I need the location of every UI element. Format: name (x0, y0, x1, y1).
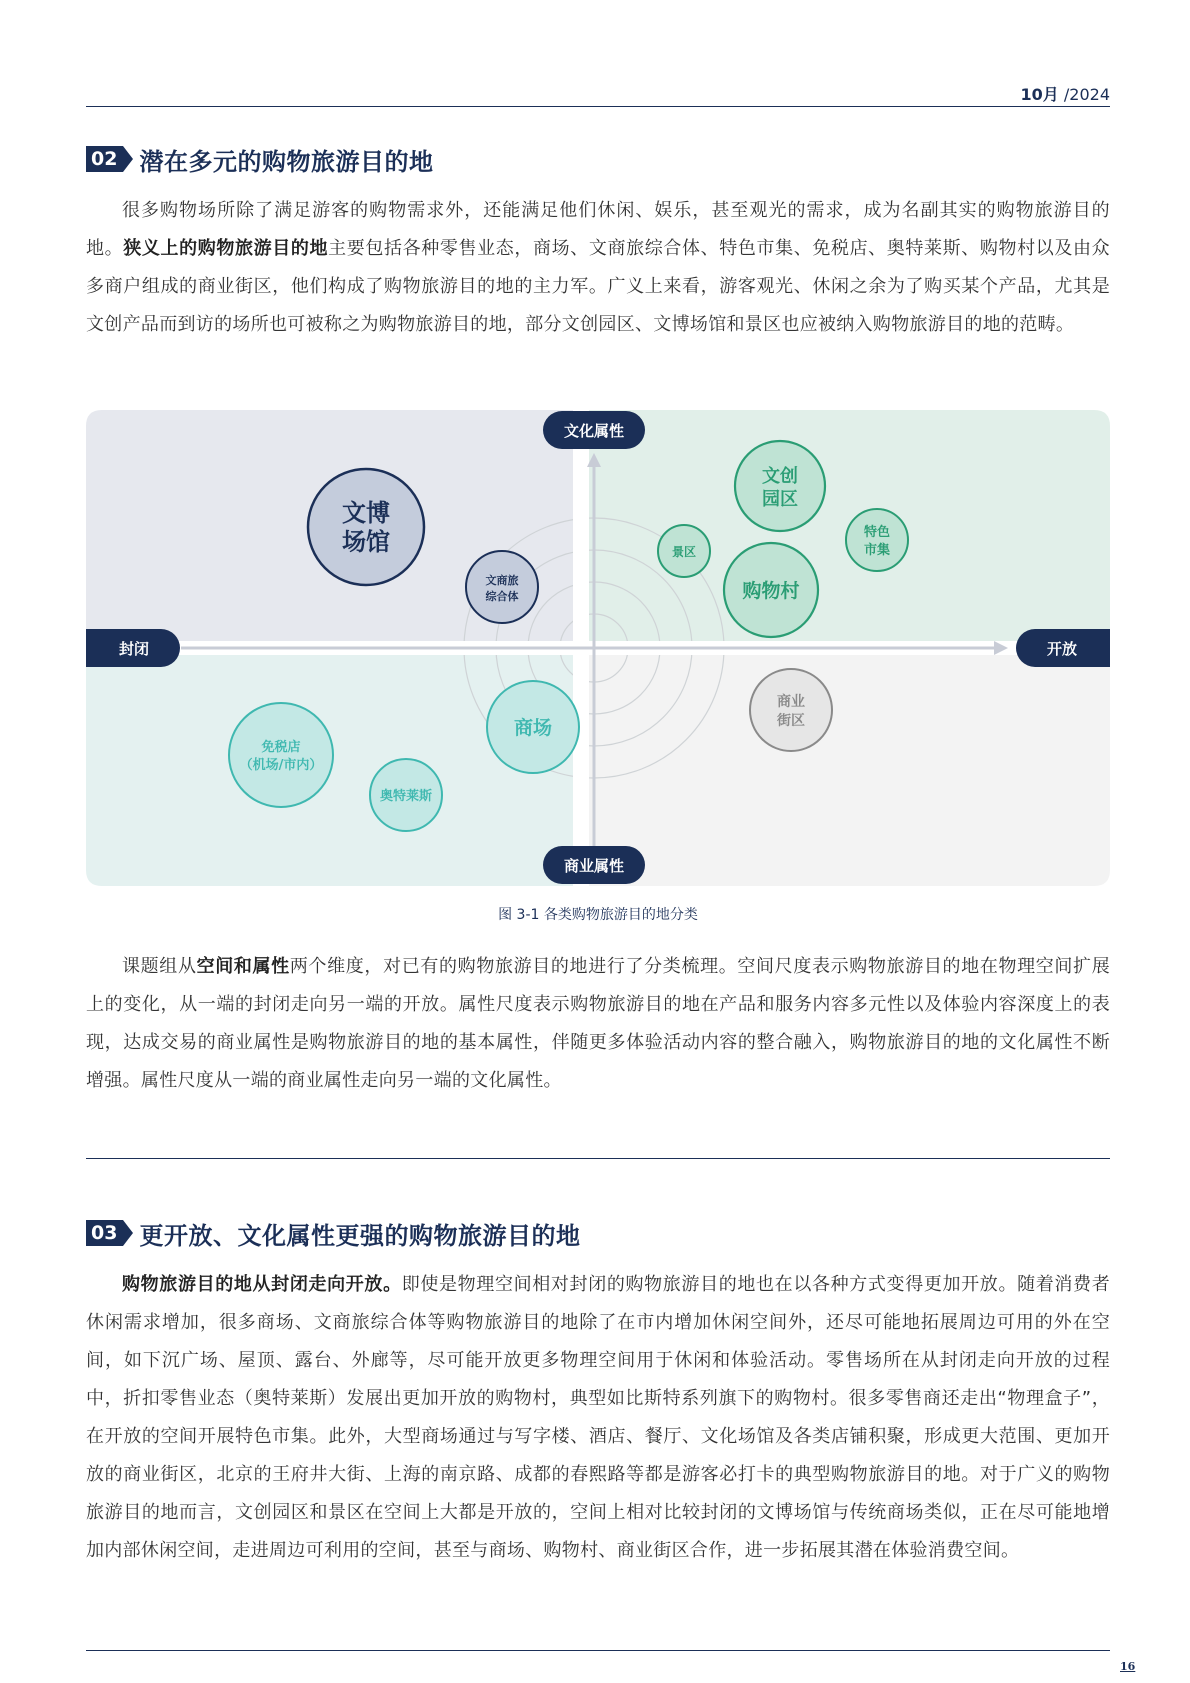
section-divider (86, 1158, 1110, 1159)
section-02-paragraph (86, 192, 1110, 344)
section-02-number: 02 (86, 146, 123, 172)
axis-left-label: 封闭 (118, 640, 150, 658)
axis-bottom-label: 商业属性 (563, 857, 625, 875)
section-03-paragraph (86, 1266, 1110, 1570)
header-separator: / (1063, 85, 1070, 104)
bubble-wenchuang-line2: 园区 (762, 489, 798, 510)
header-date (1000, 82, 1110, 105)
para3-text: 即使是物理空间相对封闭的购物旅游目的地也在以各种方式变得更加开放。随着消费者休闲需求增加，很多商场、文商旅综合体等购物旅游目的地除了在市内增加休闲空间外，还尽可能地拓展周边可用的外在空间，如下沉广场、屋顶、露台、外廊等，尽可能开放更多物理空间用于休闲和体验活动。零售场所在从封闭走向开放的过程中，折扣零售业态（奥特莱斯）发展出更加开放的购物村，典型如比斯特系列旗下的购物村。很多零售商还走出“物理盒子”，在开放的空间开展特色市集。此外，大型商场通过与写字楼、酒店、餐厅、文化场馆及各类店铺积聚，形成更大范围、更加开放的商业街区，北京的王府井大街、上海的南京路、成都的春熙路等都是游客必打卡的典型购物旅游目的地。对于广义的购物旅游目的地而言，文创园区和景区在空间上大都是开放的，空间上相对比较封闭的文博场馆与传统商场类似，正在尽可能地增加内部休闲空间，走进周边可利用的空间，甚至与商场、购物村、商业街区合作，进一步拓展其潜在体验消费空间。 (86, 1274, 1110, 1561)
header-year: 2024 (1069, 85, 1110, 104)
bubble-tese-line2: 市集 (863, 543, 891, 558)
bubble-shangchang-label: 商场 (513, 717, 553, 739)
para1-text-b: 主要包括各种零售业态，商场、文商旅综合体、特色市集、免税店、奥特莱斯、购物村以及由众多商户组成的商业街区，他们构成了购物旅游目的地的主力军。广义上来看，游客观光、休闲之余为了购买某个产品，尤其是文创产品而到访的场所也可被称之为购物旅游目的地，部分文创园区、文博场馆和景区也应被纳入购物旅游目的地的范畴。 (86, 238, 1110, 335)
bubble-jingqu-label: 景区 (671, 545, 697, 559)
bubble-wenshanglv (466, 551, 538, 623)
bubble-mianshui (229, 703, 333, 807)
bubble-tese (846, 509, 908, 571)
para2-text-a: 课题组从 (122, 956, 197, 977)
section-02-heading (86, 142, 433, 176)
page-number: 16 (1120, 1660, 1136, 1673)
bubble-tese-line1: 特色 (863, 525, 891, 540)
section-03-number: 03 (86, 1220, 123, 1246)
para1-bold: 狭义上的购物旅游目的地 (123, 238, 329, 259)
section-03-title: 更开放、文化属性更强的购物旅游目的地 (139, 1221, 581, 1250)
bubble-wenbo-line2: 场馆 (342, 528, 390, 556)
bubble-wenbo (308, 469, 424, 585)
para2-text-b: 两个维度，对已有的购物旅游目的地进行了分类梳理。空间尺度表示购物旅游目的地在物理空间扩展上的变化，从一端的封闭走向另一端的开放。属性尺度表示购物旅游目的地在产品和服务内容多元性以及体验内容深度上的表现，达成交易的商业属性是购物旅游目的地的基本属性，伴随更多体验活动内容的整合融入，购物旅游目的地的文化属性不断增强。属性尺度从一端的商业属性走向另一端的文化属性。 (86, 956, 1111, 1091)
bubble-wenchuang (735, 441, 825, 531)
bubble-wenchuang-line1: 文创 (762, 466, 798, 487)
bubble-wenshanglv-line1: 文商旅 (485, 574, 519, 587)
header-rule (86, 106, 1110, 107)
bubble-shangye-line2: 街区 (777, 713, 805, 729)
bubble-gouwucun-label: 购物村 (742, 580, 800, 602)
header-month: 10月 (1020, 85, 1059, 104)
axis-right-label: 开放 (1046, 640, 1078, 658)
para1-text-a: 很多购物场所除了满足游客的购物需求外，还能满足他们休闲、娱乐，甚至观光的需求，成为名副其实的购物旅游目的地。 (86, 200, 1110, 259)
bubble-shangchang (487, 681, 579, 773)
bubble-mianshui-line2: （机场/市内） (239, 758, 323, 773)
destination-classification-diagram (86, 410, 1110, 886)
quadrant-bottom-right (589, 655, 1110, 886)
bubble-wenshanglv-line2: 综合体 (485, 590, 519, 603)
bubble-wenbo-line1: 文博 (342, 499, 390, 527)
section-02-title: 潜在多元的购物旅游目的地 (139, 147, 434, 176)
para3-bold: 购物旅游目的地从封闭走向开放。 (122, 1274, 402, 1295)
footer-rule (86, 1650, 1110, 1651)
bubble-shangye (750, 669, 832, 751)
axis-top-label: 文化属性 (563, 422, 625, 440)
bubble-aotelaisi (370, 759, 442, 831)
bubble-mianshui-line1: 免税店 (261, 740, 301, 755)
bubble-aotelaisi-label: 奥特莱斯 (379, 789, 433, 804)
para2-bold: 空间和属性 (196, 956, 290, 977)
section-03-heading (86, 1216, 580, 1250)
figure-caption: 图 3-1 各类购物旅游目的地分类 (498, 907, 698, 923)
bubble-gouwucun (724, 543, 818, 637)
bubble-jingqu (658, 525, 710, 577)
figure-explanation-paragraph (86, 948, 1110, 1100)
bubble-shangye-line1: 商业 (777, 694, 805, 710)
